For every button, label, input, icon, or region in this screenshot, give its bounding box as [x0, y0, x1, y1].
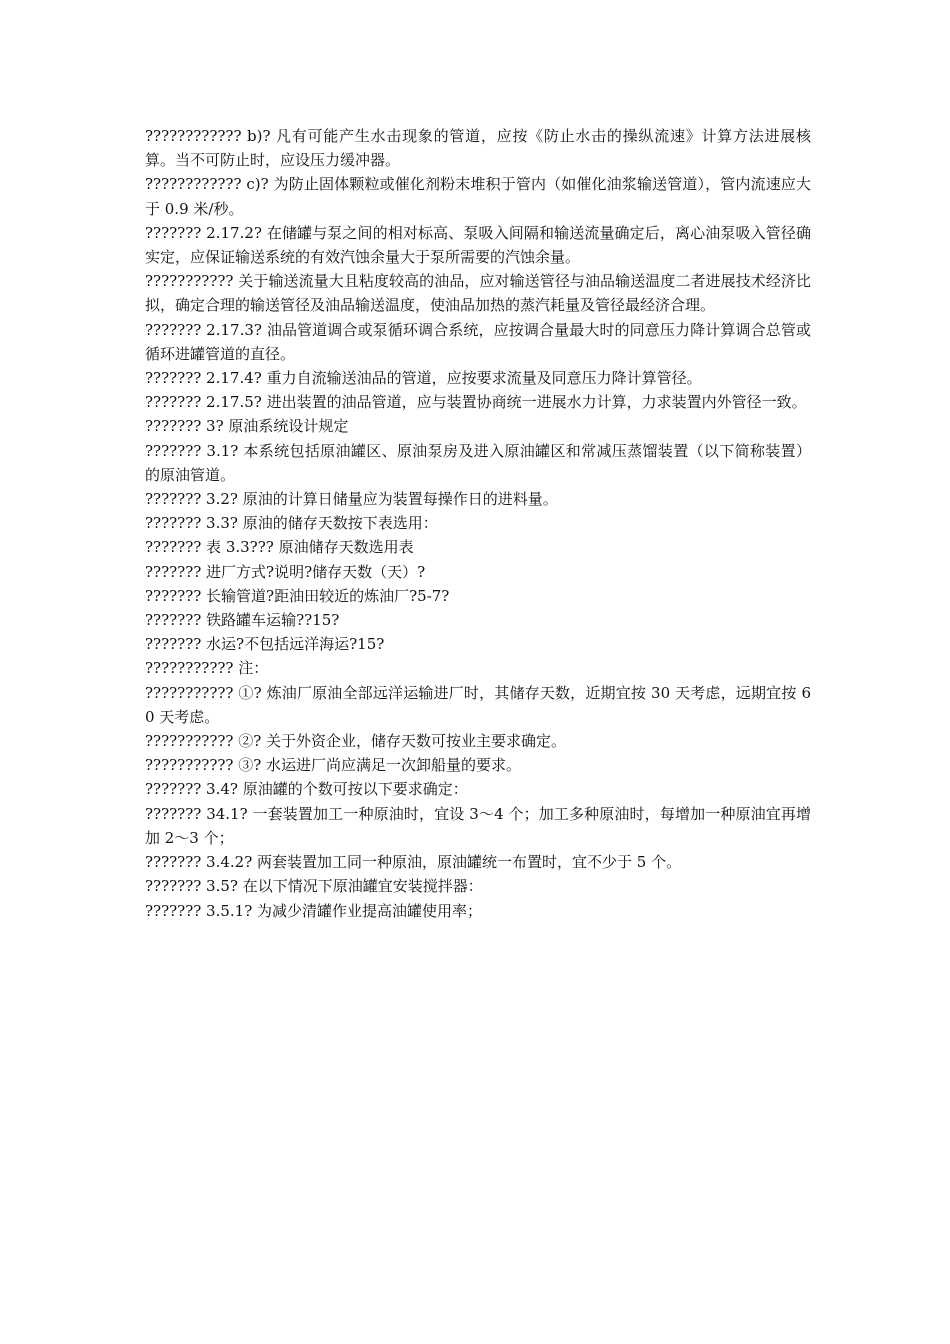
paragraph-3-5-1: ??????? 3.5.1? 为减少清罐作业提高油罐使用率；: [145, 901, 483, 920]
paragraph-2-17-3: ??????? 2.17.3? 油品管道调合或泵循环调合系统，应按调合量最大时的同意压力降计算调合总管或循环进罐管道的直径。: [145, 320, 811, 363]
section-heading-3: ??????? 3? 原油系统设计规定: [145, 417, 349, 436]
paragraph-2-17-4: ??????? 2.17.4? 重力自流输送油品的管道，应按要求流量及同意压力降计算管径。: [145, 369, 702, 388]
note-item: ??????????? ②? 关于外资企业，储存天数可按业主要求确定。: [145, 732, 567, 751]
paragraph-b-water-hammer: ???????????? b)? 凡有可能产生水击现象的管道，应按《防止水击的操纵流速》计算方法进展核算。当不可防止时，应设压力缓冲器。: [145, 127, 811, 170]
paragraph-2-17-5: ??????? 2.17.5? 进出装置的油品管道，应与装置协商统一进展水力计算，力求装置内外管径一致。: [145, 393, 807, 412]
table-header-row: ??????? 进厂方式?说明?储存天数（天）?: [145, 562, 426, 581]
notes-label: ??????????? 注：: [145, 659, 269, 678]
paragraph-3-4: ??????? 3.4? 原油罐的个数可按以下要求确定：: [145, 780, 468, 799]
paragraph-3-3: ??????? 3.3? 原油的储存天数按下表选用：: [145, 514, 438, 533]
table-row: ??????? 长输管道?距油田较近的炼油厂?5-7?: [145, 586, 450, 605]
table-caption-3-3: ??????? 表 3.3??? 原油储存天数选用表: [145, 538, 414, 557]
paragraph-3-4-2: ??????? 3.4.2? 两套装置加工同一种原油，原油罐统一布置时，宜不少于 5 个。: [145, 853, 682, 872]
table-row: ??????? 水运?不包括远洋海运?15?: [145, 635, 385, 654]
paragraph-3-2: ??????? 3.2? 原油的计算日储量应为装置每操作日的进料量。: [145, 490, 558, 509]
paragraph-3-1: ??????? 3.1? 本系统包括原油罐区、原油泵房及进入原油罐区和常减压蒸馏装置（以下简称装置）的原油管道。: [145, 441, 811, 484]
paragraph-c-flow-velocity: ???????????? c)? 为防止固体颗粒或催化剂粉末堆积于管内（如催化油浆输送管道），管内流速应大于 0.9 米/秒。: [145, 175, 811, 218]
note-item: ??????????? ①? 炼油厂原油全部远洋运输进厂时，其储存天数，近期宜按 30 天考虑，远期宜按 60 天考虑。: [145, 683, 811, 726]
paragraph-viscous-oil: ??????????? 关于输送流量大且粘度较高的油品，应对输送管径与油品输送温度二者进展技术经济比拟，确定合理的输送管径及油品输送温度，使油品加热的蒸汽耗量及管径最经济合理。: [145, 272, 811, 315]
paragraph-2-17-2: ??????? 2.17.2? 在储罐与泵之间的相对标高、泵吸入间隔和输送流量确定后，离心油泵吸入管径确实定，应保证输送系统的有效汽蚀余量大于泵所需要的汽蚀余量。: [145, 223, 811, 267]
document-body: [145, 124, 811, 923]
paragraph-3-4-1: ??????? 34.1? 一套装置加工一种原油时，宜设 3～4 个；加工多种原油时，每增加一种原油宜再增加 2～3 个；: [145, 804, 811, 847]
table-row: ??????? 铁路罐车运输??15?: [145, 611, 340, 630]
note-item: ??????????? ③? 水运进厂尚应满足一次卸船量的要求。: [145, 756, 522, 775]
paragraph-3-5: ??????? 3.5? 在以下情况下原油罐宜安装搅拌器：: [145, 877, 483, 896]
